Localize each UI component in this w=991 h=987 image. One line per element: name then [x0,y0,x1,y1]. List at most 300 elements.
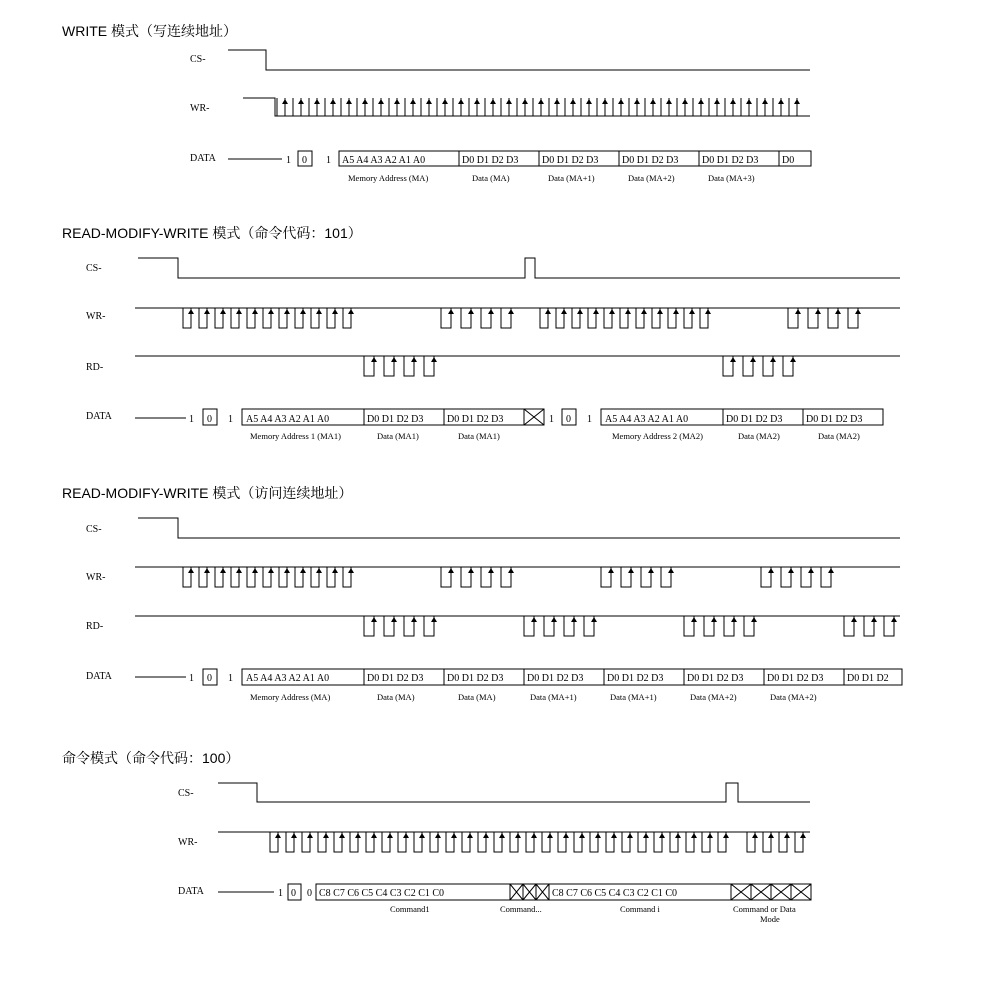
rising-edge-arrow [628,568,634,573]
rising-edge-arrow [371,357,377,362]
clock-pulse [661,98,669,116]
clock-pulse [621,567,631,587]
rising-edge-arrow [723,833,729,838]
clock-pulse [821,567,831,587]
rising-edge-arrow [668,568,674,573]
clock-pulse [779,832,787,852]
rising-edge-arrow [362,99,368,104]
data-field-d0-d3 [684,669,764,685]
rmw-sequential-section [62,485,902,702]
rising-edge-arrow [468,309,474,314]
rising-edge-arrow [506,99,512,104]
clock-pulse [581,98,589,116]
rising-edge-arrow [508,309,514,314]
rising-edge-arrow [666,99,672,104]
rising-edge-arrow [648,568,654,573]
dont-care-cell [751,884,771,900]
rising-edge-arrow [236,309,242,314]
rising-edge-arrow [220,568,226,573]
rising-edge-arrow [794,99,800,104]
caption-data: Data (MA+1) [530,692,577,702]
caption-data: Data (MA+3) [708,173,755,183]
rising-edge-arrow [490,99,496,104]
rising-edge-arrow [411,357,417,362]
clock-pulse [398,832,406,852]
rising-edge-arrow [675,833,681,838]
clock-pulse [549,98,557,116]
clock-pulse [327,567,335,587]
clock-pulse [404,356,414,376]
rd-signal-label: RD- [86,362,104,373]
clock-pulse [686,832,694,852]
caption-data: Data (MA2) [738,431,780,441]
clock-pulse [684,308,692,328]
rising-edge-arrow [355,833,361,838]
clock-pulse [510,832,518,852]
rising-edge-arrow [547,833,553,838]
rising-edge-arrow [252,309,258,314]
clock-pulse [590,832,598,852]
caption-command-or-data: Command or Data [733,904,796,914]
clock-pulse [311,567,319,587]
rising-edge-arrow [705,309,711,314]
clock-pulse [652,308,660,328]
clock-pulse [606,832,614,852]
clock-pulse [613,98,621,116]
rising-edge-arrow [659,833,665,838]
caption-data: Data (MA+1) [548,173,595,183]
rising-edge-arrow [268,309,274,314]
data-field-d0-d3 [723,409,803,425]
wr-clock-pulses [277,98,800,116]
data-field-d0 [779,151,811,166]
clock-pulse [597,98,605,116]
svg-text:D0 D1 D2 D3: D0 D1 D2 D3 [767,673,824,684]
clock-pulse [544,616,554,636]
clock-pulse [670,832,678,852]
clock-pulse [270,832,278,852]
clock-pulse [350,832,358,852]
rising-edge-arrow [563,833,569,838]
svg-text:D0 D1 D2 D3: D0 D1 D2 D3 [702,155,759,166]
data-signal-label: DATA [86,411,112,422]
clock-pulse [485,98,493,116]
rising-edge-arrow [554,99,560,104]
caption-data: Data (MA1) [458,431,500,441]
rising-edge-arrow [790,357,796,362]
caption-memory-address: Memory Address (MA) [250,692,331,702]
rising-edge-arrow [220,309,226,314]
wr-clock-pulses [183,567,834,587]
rmw-101-title: READ-MODIFY-WRITE 模式（命令代码：101） [62,225,362,241]
rising-edge-arrow [499,833,505,838]
clock-pulse [384,356,394,376]
clock-pulse [788,308,798,328]
rising-edge-arrow [522,99,528,104]
clock-pulse [702,832,710,852]
rising-edge-arrow [451,833,457,838]
wr-clock-pulses [270,832,806,852]
clock-pulse [668,308,676,328]
clock-pulse [801,567,811,587]
caption-data: Data (MA+2) [770,692,817,702]
data-field-address [242,669,364,685]
rising-edge-arrow [431,357,437,362]
rising-edge-arrow [591,617,597,622]
clock-pulse [421,98,429,116]
rising-edge-arrow [435,833,441,838]
clock-pulse [564,616,574,636]
rising-edge-arrow [468,568,474,573]
wr-clock-pulses [183,308,861,328]
clock-pulse [279,567,287,587]
clock-pulse [808,308,818,328]
clock-pulse [718,832,726,852]
clock-pulse [622,832,630,852]
clock-pulse [446,832,454,852]
rising-edge-arrow [691,833,697,838]
svg-text:D0 D1 D2 D3: D0 D1 D2 D3 [527,673,584,684]
caption-mode: Mode [760,914,780,924]
rising-edge-arrow [586,99,592,104]
clock-pulse [763,832,771,852]
data-field-d0-d3 [364,409,444,425]
rising-edge-arrow [419,833,425,838]
rising-edge-arrow [682,99,688,104]
wr-signal-label: WR- [190,103,210,114]
rising-edge-arrow [611,833,617,838]
rising-edge-arrow [387,833,393,838]
rising-edge-arrow [282,99,288,104]
dont-care-cell [771,884,791,900]
clock-pulse [293,98,301,116]
clock-pulse [341,98,349,116]
rising-edge-arrow [531,833,537,838]
clock-pulse [638,832,646,852]
rising-edge-arrow [371,833,377,838]
rising-edge-arrow [545,309,551,314]
svg-text:C8 C7 C6 C5 C4 C3 C2 C1 C0: C8 C7 C6 C5 C4 C3 C2 C1 C0 [319,888,445,899]
clock-pulse [437,98,445,116]
rising-edge-arrow [474,99,480,104]
data-bit: 1 [278,888,283,899]
rising-edge-arrow [314,99,320,104]
rising-edge-arrow [204,568,210,573]
clock-pulse [382,832,390,852]
data-bit: 1 [587,414,592,425]
clock-pulse [364,616,374,636]
svg-text:D0 D1 D2 D3: D0 D1 D2 D3 [447,414,504,425]
clock-pulse [366,832,374,852]
data-signal-label: DATA [190,153,216,164]
clock-pulse [263,567,271,587]
clock-pulse [724,616,734,636]
rising-edge-arrow [403,833,409,838]
clock-pulse [501,308,511,328]
clock-pulse [884,616,894,636]
data-field-d0-d3 [539,151,619,166]
rising-edge-arrow [316,309,322,314]
rising-edge-arrow [346,99,352,104]
rising-edge-arrow [458,99,464,104]
clock-pulse [286,832,294,852]
rising-edge-arrow [291,833,297,838]
data-bit: 1 [326,155,331,166]
clock-pulse [620,308,628,328]
clock-pulse [295,308,303,328]
rising-edge-arrow [602,99,608,104]
data-bit: 1 [228,673,233,684]
rising-edge-arrow [891,617,897,622]
clock-pulse [629,98,637,116]
rising-edge-arrow [488,568,494,573]
rising-edge-arrow [378,99,384,104]
caption-command: Command... [500,904,542,914]
clock-pulse [604,308,612,328]
clock-pulse [263,308,271,328]
dont-care-cell [731,884,751,900]
clock-pulse [601,567,611,587]
clock-pulse [763,356,773,376]
clock-pulse [325,98,333,116]
data-dont-care-cell [524,409,544,425]
rising-edge-arrow [618,99,624,104]
caption-data: Data (MA2) [818,431,860,441]
rising-edge-arrow [515,833,521,838]
rising-edge-arrow [627,833,633,838]
clock-pulse [848,308,858,328]
clock-pulse [384,616,394,636]
rising-edge-arrow [300,309,306,314]
rising-edge-arrow [431,617,437,622]
rising-edge-arrow [339,833,345,838]
clock-pulse [524,616,534,636]
clock-pulse [725,98,733,116]
data-bit: 1 [286,155,291,166]
clock-pulse [302,832,310,852]
rising-edge-arrow [730,357,736,362]
rising-edge-arrow [698,99,704,104]
rising-edge-arrow [657,309,663,314]
clock-pulse [828,308,838,328]
clock-pulse [389,98,397,116]
svg-text:A5 A4 A3 A2 A1 A0: A5 A4 A3 A2 A1 A0 [342,155,426,166]
rising-edge-arrow [579,833,585,838]
rising-edge-arrow [750,357,756,362]
rising-edge-arrow [561,309,567,314]
clock-pulse [424,356,434,376]
clock-pulse [277,98,285,116]
cs-signal-label: CS- [190,54,206,65]
rising-edge-arrow [707,833,713,838]
rising-edge-arrow [300,568,306,573]
cs-waveform [218,783,810,802]
rising-edge-arrow [236,568,242,573]
clock-pulse [556,308,564,328]
rising-edge-arrow [746,99,752,104]
clock-pulse [343,308,351,328]
data-field-d0-d3 [619,151,699,166]
data-bit: 0 [566,414,571,425]
clock-pulse [318,832,326,852]
caption-command: Command1 [390,904,430,914]
clock-pulse [405,98,413,116]
clock-pulse [414,832,422,852]
rising-edge-arrow [275,833,281,838]
rising-edge-arrow [332,568,338,573]
rising-edge-arrow [268,568,274,573]
data-field-d0-d3 [764,669,844,685]
rising-edge-arrow [641,309,647,314]
data-bit: 1 [549,414,554,425]
clock-pulse [741,98,749,116]
rising-edge-arrow [788,568,794,573]
rising-edge-arrow [467,833,473,838]
clock-pulse [558,832,566,852]
svg-text:D0 D1 D2: D0 D1 D2 [847,673,889,684]
clock-pulse [781,567,791,587]
rising-edge-arrow [731,617,737,622]
rising-edge-arrow [634,99,640,104]
command-mode-title: 命令模式（命令代码：100） [62,750,240,766]
clock-pulse [744,616,754,636]
clock-pulse [334,832,342,852]
rising-edge-arrow [483,833,489,838]
clock-pulse [542,832,550,852]
caption-data: Data (MA+2) [690,692,737,702]
clock-pulse [478,832,486,852]
rising-edge-arrow [762,99,768,104]
rising-edge-arrow [595,833,601,838]
clock-pulse [404,616,414,636]
rising-edge-arrow [855,309,861,314]
clock-pulse [773,98,781,116]
svg-text:A5 A4 A3 A2 A1 A0: A5 A4 A3 A2 A1 A0 [246,673,330,684]
clock-pulse [424,616,434,636]
caption-data: Data (MA) [472,173,510,183]
clock-pulse [636,308,644,328]
rising-edge-arrow [643,833,649,838]
rising-edge-arrow [348,568,354,573]
clock-pulse [693,98,701,116]
data-field-address [242,409,364,425]
clock-pulse [469,98,477,116]
rising-edge-arrow [488,309,494,314]
clock-pulse [783,356,793,376]
data-dont-care-cells [731,884,811,900]
caption-data: Data (MA) [458,692,496,702]
rising-edge-arrow [571,617,577,622]
data-bit: 0 [291,888,296,899]
rising-edge-arrow [323,833,329,838]
rising-edge-arrow [768,568,774,573]
wr-signal-label: WR- [178,837,198,848]
rd-clock-pulses [364,616,897,636]
rising-edge-arrow [330,99,336,104]
rising-edge-arrow [778,99,784,104]
data-field-d0-d3 [444,409,524,425]
cs-signal-label: CS- [86,263,102,274]
svg-text:A5 A4 A3 A2 A1 A0: A5 A4 A3 A2 A1 A0 [246,414,330,425]
svg-text:D0 D1 D2 D3: D0 D1 D2 D3 [367,673,424,684]
cs-waveform [138,258,900,278]
caption-data: Data (MA+2) [628,173,675,183]
rising-edge-arrow [394,99,400,104]
svg-text:A5 A4 A3 A2 A1 A0: A5 A4 A3 A2 A1 A0 [605,414,689,425]
rising-edge-arrow [714,99,720,104]
rising-edge-arrow [851,617,857,622]
rising-edge-arrow [608,568,614,573]
clock-pulse [343,567,351,587]
rising-edge-arrow [730,99,736,104]
clock-pulse [461,308,471,328]
clock-pulse [279,308,287,328]
clock-pulse [588,308,596,328]
svg-text:D0 D1 D2 D3: D0 D1 D2 D3 [726,414,783,425]
dont-care-cell [523,884,536,900]
rising-edge-arrow [752,833,758,838]
rmw-command-101-section [62,225,900,441]
data-field-command-bits [316,884,510,900]
dont-care-cell [536,884,549,900]
data-field-d0-d3 [444,669,524,685]
rd-clock-pulses [364,356,796,376]
clock-pulse [700,308,708,328]
rising-edge-arrow [348,309,354,314]
clock-pulse [761,567,771,587]
dont-care-cell [510,884,523,900]
clock-pulse [533,98,541,116]
clock-pulse [481,567,491,587]
rising-edge-arrow [391,617,397,622]
cs-signal-label: CS- [178,788,194,799]
cs-waveform [138,518,900,538]
data-field-address [339,151,459,166]
svg-text:D0 D1 D2 D3: D0 D1 D2 D3 [447,673,504,684]
clock-pulse [684,616,694,636]
data-field-command-bits [549,884,731,900]
clock-pulse [747,832,755,852]
rising-edge-arrow [593,309,599,314]
write-mode-title: WRITE 模式（写连续地址） [62,23,237,39]
rising-edge-arrow [252,568,258,573]
caption-memory-address: Memory Address 1 (MA1) [250,431,341,441]
clock-pulse [501,98,509,116]
rising-edge-arrow [332,309,338,314]
clock-pulse [677,98,685,116]
rising-edge-arrow [828,568,834,573]
rising-edge-arrow [650,99,656,104]
caption-data: Data (MA) [377,692,415,702]
rising-edge-arrow [298,99,304,104]
rmw-sequential-title: READ-MODIFY-WRITE 模式（访问连续地址） [62,485,353,501]
rising-edge-arrow [577,309,583,314]
svg-text:D0 D1 D2 D3: D0 D1 D2 D3 [806,414,863,425]
rising-edge-arrow [815,309,821,314]
data-field-d0-d2 [844,669,902,685]
rising-edge-arrow [448,568,454,573]
clock-pulse [574,832,582,852]
svg-text:D0 D1 D2 D3: D0 D1 D2 D3 [607,673,664,684]
rising-edge-arrow [410,99,416,104]
rising-edge-arrow [284,568,290,573]
data-signal-label: DATA [178,886,204,897]
clock-pulse [572,308,580,328]
clock-pulse [441,567,451,587]
rising-edge-arrow [691,617,697,622]
clock-pulse [357,98,365,116]
rising-edge-arrow [284,309,290,314]
